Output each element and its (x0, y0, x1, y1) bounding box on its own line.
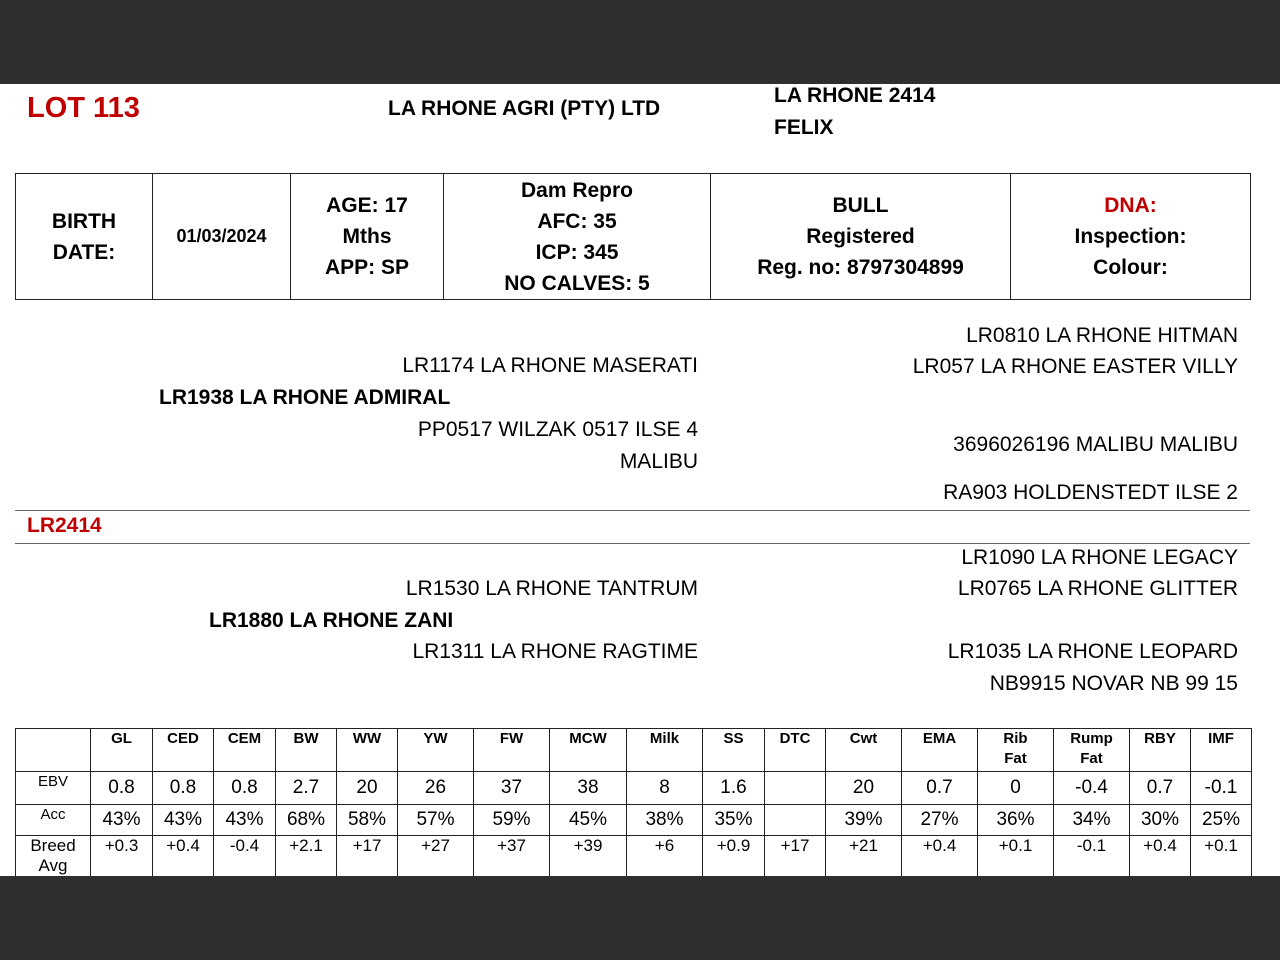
ebv-cell-breed-yw: +27 (398, 836, 474, 877)
ebv-header-dtc: DTC (765, 729, 826, 772)
ebv-cell-acc-dtc (765, 805, 826, 836)
ebv-table (15, 728, 1252, 876)
row-label-breed-avg: Breed Avg (16, 836, 91, 877)
ebv-cell-breed-ema: +0.4 (902, 836, 978, 877)
ebv-cell-ebv-mcw: 38 (550, 772, 627, 805)
ebv-cell-ebv-ss: 1.6 (703, 772, 765, 805)
info-table (15, 173, 1251, 300)
birth-date-label: BIRTH DATE: (16, 174, 153, 300)
ebv-header-yw: YW (398, 729, 474, 772)
pedigree-dam-sire-sire: LR1090 LA RHONE LEGACY (961, 546, 1238, 569)
ebv-header-cwt: Cwt (826, 729, 902, 772)
pedigree-dam: LR1880 LA RHONE ZANI (209, 609, 454, 632)
pedigree-dam-dam-dam: NB9915 NOVAR NB 99 15 (989, 672, 1238, 695)
breed-avg-row (16, 836, 1252, 877)
ebv-cell-ebv-fw: 37 (474, 772, 550, 805)
ebv-cell-ebv-ced: 0.8 (153, 772, 214, 805)
ebv-cell-ebv-yw: 26 (398, 772, 474, 805)
ebv-header-ema: EMA (902, 729, 978, 772)
divider-bottom (15, 543, 1250, 544)
ebv-cell-acc-rby: 30% (1130, 805, 1191, 836)
colour-label: Colour: (1093, 256, 1168, 279)
ebv-cell-breed-ced: +0.4 (153, 836, 214, 877)
pedigree-sire-sire-sire: LR0810 LA RHONE HITMAN (966, 324, 1238, 347)
ebv-cell-ebv-rib: 0 (978, 772, 1054, 805)
ebv-header-rib: Rib Fat (978, 729, 1054, 772)
ebv-cell-acc-ema: 27% (902, 805, 978, 836)
ebv-cell-acc-ss: 35% (703, 805, 765, 836)
animal-name (774, 84, 935, 144)
ebv-cell-ebv-gl: 0.8 (91, 772, 153, 805)
pedigree-sire-sire: LR1174 LA RHONE MASERATI (402, 354, 698, 377)
ebv-header-ss: SS (703, 729, 765, 772)
ebv-cell-breed-rump: -0.1 (1054, 836, 1130, 877)
ebv-cell-breed-bw: +2.1 (276, 836, 337, 877)
ebv-header-row (16, 729, 1252, 772)
ebv-row (16, 772, 1252, 805)
ebv-cell-ebv-rby: 0.7 (1130, 772, 1191, 805)
ebv-cell-acc-rib: 36% (978, 805, 1054, 836)
ebv-cell-acc-gl: 43% (91, 805, 153, 836)
dna-label: DNA: (1104, 194, 1157, 217)
pedigree-sire-dam-sire: 3696026196 MALIBU MALIBU (953, 433, 1238, 456)
ebv-cell-acc-rump: 34% (1054, 805, 1130, 836)
pedigree-sire-dam-line1: PP0517 WILZAK 0517 ILSE 4 (417, 418, 698, 441)
ebv-header-rump: Rump Fat (1054, 729, 1130, 772)
ebv-cell-ebv-rump: -0.4 (1054, 772, 1130, 805)
age-cell: AGE: 17 Mths APP: SP (291, 174, 444, 300)
ebv-header-ww: WW (337, 729, 398, 772)
ebv-cell-ebv-milk: 8 (627, 772, 703, 805)
ebv-cell-ebv-dtc (765, 772, 826, 805)
ebv-cell-breed-rby: +0.4 (1130, 836, 1191, 877)
ebv-cell-breed-ww: +17 (337, 836, 398, 877)
ebv-header-imf: IMF (1191, 729, 1252, 772)
ebv-cell-acc-yw: 57% (398, 805, 474, 836)
ebv-cell-acc-ced: 43% (153, 805, 214, 836)
ebv-cell-acc-fw: 59% (474, 805, 550, 836)
ebv-header-bw: BW (276, 729, 337, 772)
ebv-cell-breed-ss: +0.9 (703, 836, 765, 877)
ebv-cell-acc-imf: 25% (1191, 805, 1252, 836)
ebv-cell-breed-cwt: +21 (826, 836, 902, 877)
lot-number: LOT 113 (27, 92, 140, 124)
ebv-cell-breed-dtc: +17 (765, 836, 826, 877)
ebv-header-fw: FW (474, 729, 550, 772)
pedigree-sire: LR1938 LA RHONE ADMIRAL (159, 386, 451, 409)
row-label-ebv: EBV (16, 772, 91, 805)
ebv-header-mcw: MCW (550, 729, 627, 772)
catalogue-page (0, 84, 1280, 876)
ebv-cell-breed-gl: +0.3 (91, 836, 153, 877)
dam-repro-cell: Dam Repro AFC: 35 ICP: 345 NO CALVES: 5 (444, 174, 711, 300)
breeder-name: LA RHONE AGRI (PTY) LTD (388, 97, 661, 120)
ebv-cell-ebv-ww: 20 (337, 772, 398, 805)
ebv-cell-breed-fw: +37 (474, 836, 550, 877)
ebv-cell-ebv-ema: 0.7 (902, 772, 978, 805)
animal-name-line2: FELIX (774, 116, 834, 139)
ebv-cell-acc-bw: 68% (276, 805, 337, 836)
ebv-cell-ebv-bw: 2.7 (276, 772, 337, 805)
ebv-cell-acc-cem: 43% (214, 805, 276, 836)
pedigree-sire-sire-dam: LR057 LA RHONE EASTER VILLY (912, 355, 1238, 378)
ebv-cell-acc-cwt: 39% (826, 805, 902, 836)
ebv-cell-breed-rib: +0.1 (978, 836, 1054, 877)
acc-row (16, 805, 1252, 836)
ebv-header-milk: Milk (627, 729, 703, 772)
ebv-cell-breed-imf: +0.1 (1191, 836, 1252, 877)
ebv-cell-ebv-imf: -0.1 (1191, 772, 1252, 805)
divider-top (15, 510, 1250, 511)
birth-date-value: 01/03/2024 (153, 174, 291, 300)
dna-inspection-cell (1011, 174, 1251, 300)
ebv-cell-breed-milk: +6 (627, 836, 703, 877)
ebv-cell-acc-ww: 58% (337, 805, 398, 836)
pedigree-dam-dam: LR1311 LA RHONE RAGTIME (412, 640, 698, 663)
ebv-cell-acc-mcw: 45% (550, 805, 627, 836)
animal-name-line1: LA RHONE 2414 (774, 84, 936, 107)
ebv-cell-ebv-cem: 0.8 (214, 772, 276, 805)
ebv-cell-breed-mcw: +39 (550, 836, 627, 877)
row-label-acc: Acc (16, 805, 91, 836)
pedigree-dam-sire-dam: LR0765 LA RHONE GLITTER (957, 577, 1238, 600)
pedigree-sire-dam-dam: RA903 HOLDENSTEDT ILSE 2 (943, 481, 1238, 504)
ebv-cell-acc-milk: 38% (627, 805, 703, 836)
ebv-header-ced: CED (153, 729, 214, 772)
animal-id: LR2414 (27, 514, 102, 537)
ebv-cell-breed-cem: -0.4 (214, 836, 276, 877)
ebv-header-rby: RBY (1130, 729, 1191, 772)
ebv-header-gl: GL (91, 729, 153, 772)
ebv-header-corner (16, 729, 91, 772)
pedigree-sire-dam-line2: MALIBU (619, 450, 698, 473)
pedigree-dam-sire: LR1530 LA RHONE TANTRUM (405, 577, 698, 600)
inspection-label: Inspection: (1074, 225, 1187, 248)
registration-cell: BULL Registered Reg. no: 8797304899 (711, 174, 1011, 300)
pedigree-dam-dam-sire: LR1035 LA RHONE LEOPARD (947, 640, 1238, 663)
ebv-cell-ebv-cwt: 20 (826, 772, 902, 805)
ebv-header-cem: CEM (214, 729, 276, 772)
